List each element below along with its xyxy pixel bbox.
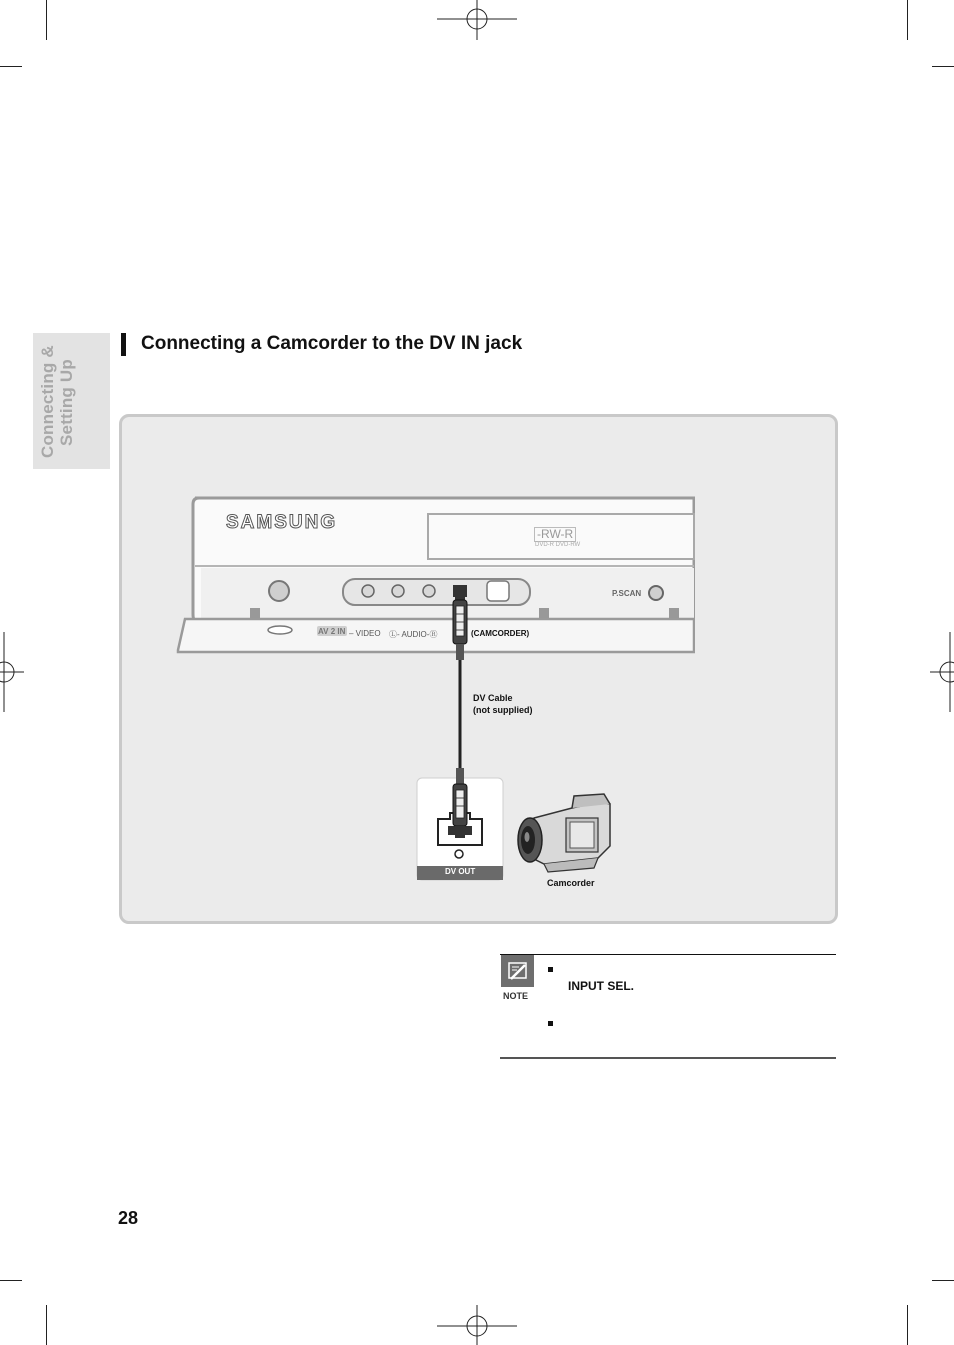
note-item-1: INPUT SEL. bbox=[568, 979, 635, 993]
note-bottom-rule bbox=[500, 1057, 836, 1059]
crop-mark bbox=[932, 1280, 954, 1281]
note-top-rule bbox=[500, 954, 836, 955]
audio-label: Ⓛ- AUDIO-Ⓡ bbox=[389, 630, 438, 639]
power-button-graphic bbox=[269, 581, 289, 601]
chapter-line-2: Setting Up bbox=[57, 359, 76, 446]
brand-logo: SAMSUNG bbox=[226, 512, 338, 533]
crop-mark bbox=[907, 1305, 908, 1345]
camcorder-illustration bbox=[514, 792, 616, 874]
crop-mark bbox=[0, 1280, 22, 1281]
crop-mark bbox=[46, 1305, 47, 1345]
av2-label: AV 2 IN bbox=[318, 627, 346, 636]
note-bullet-1 bbox=[548, 967, 553, 972]
chapter-side-tab-label bbox=[38, 328, 76, 458]
registration-mark bbox=[930, 632, 954, 712]
crop-mark bbox=[932, 66, 954, 67]
dv-cable-illustration bbox=[440, 586, 480, 846]
video-label: – VIDEO bbox=[349, 629, 381, 638]
cable-label-line-1: DV Cable bbox=[473, 693, 513, 703]
pscan-label: P.SCAN bbox=[612, 589, 642, 598]
camcorder-label: Camcorder bbox=[547, 878, 595, 888]
cable-label-line-2: (not supplied) bbox=[473, 705, 533, 715]
registration-mark bbox=[437, 1305, 517, 1345]
registration-mark bbox=[0, 632, 24, 712]
note-icon-box bbox=[501, 955, 534, 987]
crop-mark bbox=[907, 0, 908, 40]
disc-logo-subtitle: DVD-R DVD-RW bbox=[535, 542, 581, 548]
note-bullet-2 bbox=[548, 1021, 553, 1026]
note-label: NOTE bbox=[503, 991, 529, 1001]
title-marker bbox=[121, 333, 126, 356]
registration-mark bbox=[437, 0, 517, 40]
crop-mark bbox=[46, 0, 47, 40]
dv-out-label: DV OUT bbox=[445, 867, 476, 876]
section-title: Connecting a Camcorder to the DV IN jack bbox=[141, 333, 523, 354]
camcorder-jack-label: (CAMCORDER) bbox=[471, 629, 530, 638]
crop-mark bbox=[0, 66, 22, 67]
chapter-line-1: Connecting & bbox=[38, 345, 57, 458]
pencil-note-icon bbox=[501, 955, 534, 987]
page-number: 28 bbox=[118, 1208, 139, 1228]
disc-logo: -RW-R bbox=[534, 527, 576, 542]
